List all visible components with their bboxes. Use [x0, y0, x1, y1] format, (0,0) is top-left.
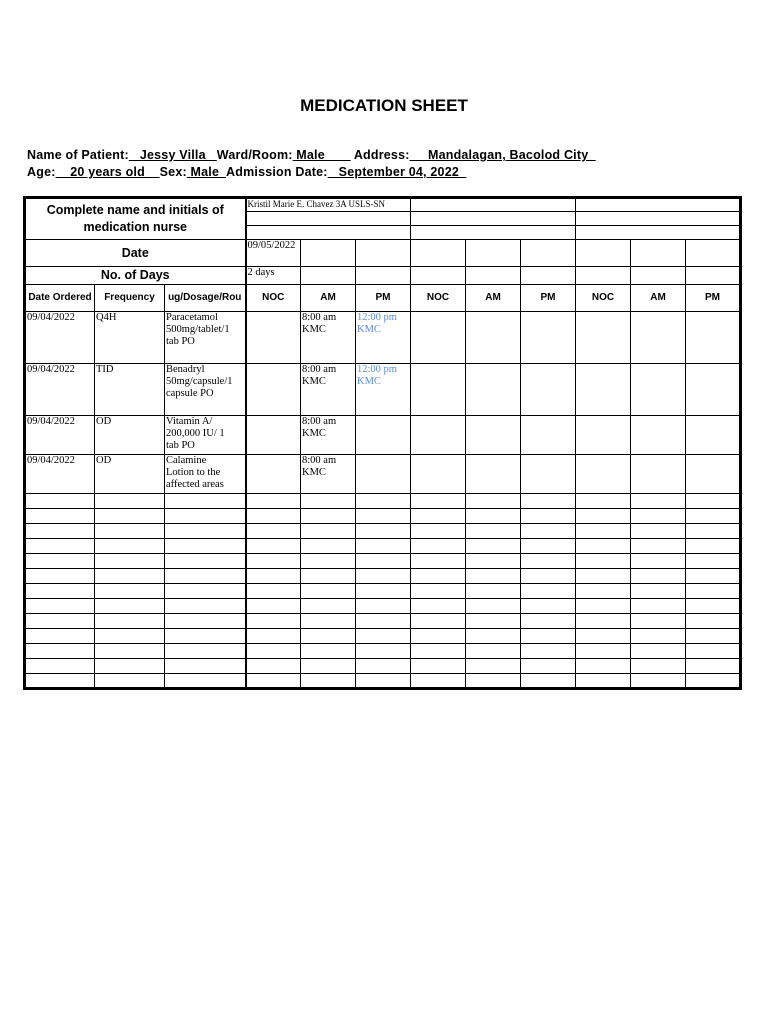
empty-cell	[301, 569, 356, 584]
empty-cell	[686, 494, 741, 509]
empty-cell	[165, 599, 246, 614]
empty-cell	[301, 554, 356, 569]
empty-cell	[521, 539, 576, 554]
empty-cell	[466, 584, 521, 599]
age-value: 20 years old	[55, 165, 160, 179]
empty-cell	[95, 509, 165, 524]
empty-cell	[356, 584, 411, 599]
row-drug: Benadryl 50mg/capsule/1 capsule PO	[165, 364, 246, 416]
empty-cell	[631, 674, 686, 689]
sex-label: Sex:	[159, 165, 187, 179]
empty-cell	[631, 629, 686, 644]
empty-cell	[466, 644, 521, 659]
empty-cell	[521, 554, 576, 569]
row-date-ordered: 09/04/2022	[25, 312, 95, 364]
empty-cell	[411, 554, 466, 569]
empty-cell	[95, 614, 165, 629]
row-pm: 12:00 pm KMC	[356, 312, 411, 364]
admission-label: Admission Date:	[226, 165, 328, 179]
empty-cell	[686, 644, 741, 659]
row-date-ordered: 09/04/2022	[25, 455, 95, 494]
empty-cell	[686, 364, 741, 416]
empty-cell	[631, 539, 686, 554]
empty-cell	[631, 599, 686, 614]
empty-cell	[246, 539, 301, 554]
empty-cell	[411, 416, 466, 455]
empty-row	[25, 509, 741, 524]
empty-cell	[246, 629, 301, 644]
empty-cell	[521, 584, 576, 599]
empty-cell	[411, 614, 466, 629]
empty-cell	[411, 599, 466, 614]
empty-cell	[301, 629, 356, 644]
empty-cell	[301, 524, 356, 539]
ward-value: Male	[292, 148, 351, 162]
empty-cell	[466, 554, 521, 569]
row-drug: Vitamin A/ 200,000 IU/ 1 tab PO	[165, 416, 246, 455]
row-noc	[246, 364, 301, 416]
empty-cell	[246, 569, 301, 584]
row-noc	[246, 312, 301, 364]
empty-cell	[301, 509, 356, 524]
empty-cell	[95, 644, 165, 659]
empty-cell	[25, 539, 95, 554]
empty-cell	[686, 509, 741, 524]
empty-row	[25, 554, 741, 569]
empty-cell	[466, 364, 521, 416]
empty-cell	[246, 674, 301, 689]
empty-cell	[686, 539, 741, 554]
empty-cell	[631, 524, 686, 539]
empty-cell	[521, 509, 576, 524]
empty-cell	[631, 509, 686, 524]
empty-cell	[356, 674, 411, 689]
empty-cell	[411, 569, 466, 584]
empty-cell	[411, 674, 466, 689]
empty-cell	[165, 539, 246, 554]
empty-cell	[686, 584, 741, 599]
empty-cell	[356, 509, 411, 524]
days-value: 2 days	[246, 267, 301, 285]
empty-cell	[686, 614, 741, 629]
empty-cell	[576, 659, 631, 674]
empty-cell	[466, 509, 521, 524]
admission-value: September 04, 2022	[327, 165, 467, 179]
empty-row	[25, 524, 741, 539]
empty-cell	[466, 416, 521, 455]
col-noc: NOC	[411, 285, 466, 312]
empty-cell	[411, 539, 466, 554]
empty-cell	[301, 584, 356, 599]
empty-cell	[356, 599, 411, 614]
empty-row	[25, 614, 741, 629]
empty-cell	[466, 674, 521, 689]
empty-cell	[521, 312, 576, 364]
empty-cell	[521, 416, 576, 455]
empty-cell	[301, 659, 356, 674]
medication-row	[25, 364, 741, 416]
empty-row	[25, 599, 741, 614]
row-am: 8:00 am KMC	[301, 416, 356, 455]
medication-row	[25, 312, 741, 364]
days-label: No. of Days	[25, 267, 246, 285]
empty-cell	[25, 629, 95, 644]
col-am: AM	[631, 285, 686, 312]
empty-cell	[686, 674, 741, 689]
empty-row	[25, 494, 741, 509]
row-frequency: Q4H	[95, 312, 165, 364]
empty-cell	[246, 614, 301, 629]
address-value: Mandalagan, Bacolod City	[409, 148, 596, 162]
empty-cell	[686, 455, 741, 494]
row-frequency: TID	[95, 364, 165, 416]
empty-cell	[686, 554, 741, 569]
col-date-ordered: Date Ordered	[25, 285, 95, 312]
empty-cell	[411, 524, 466, 539]
row-noc	[246, 416, 301, 455]
empty-cell	[165, 644, 246, 659]
empty-cell	[466, 494, 521, 509]
empty-cell	[466, 599, 521, 614]
empty-cell	[356, 614, 411, 629]
empty-cell	[686, 659, 741, 674]
empty-cell	[576, 524, 631, 539]
row-drug: Calamine Lotion to the affected areas	[165, 455, 246, 494]
empty-cell	[411, 509, 466, 524]
name-value: Jessy Villa	[128, 148, 217, 162]
empty-cell	[521, 569, 576, 584]
patient-info-line-2	[27, 165, 466, 179]
empty-cell	[576, 364, 631, 416]
col-drug: ug/Dosage/Rou	[165, 285, 246, 312]
date-label: Date	[25, 240, 246, 267]
row-frequency: OD	[95, 416, 165, 455]
empty-cell	[576, 644, 631, 659]
row-drug: Paracetamol 500mg/tablet/1 tab PO	[165, 312, 246, 364]
empty-cell	[25, 644, 95, 659]
empty-cell	[631, 554, 686, 569]
empty-cell	[576, 416, 631, 455]
empty-cell	[95, 674, 165, 689]
empty-cell	[25, 674, 95, 689]
empty-cell	[246, 554, 301, 569]
empty-cell	[576, 584, 631, 599]
empty-cell	[686, 416, 741, 455]
row-am: 8:00 am KMC	[301, 312, 356, 364]
col-pm: PM	[521, 285, 576, 312]
age-label: Age:	[27, 165, 56, 179]
empty-cell	[466, 455, 521, 494]
empty-cell	[686, 524, 741, 539]
empty-cell	[25, 554, 95, 569]
empty-cell	[25, 569, 95, 584]
empty-cell	[95, 539, 165, 554]
sex-value: Male	[186, 165, 227, 179]
empty-cell	[576, 494, 631, 509]
empty-cell	[25, 584, 95, 599]
empty-cell	[576, 312, 631, 364]
name-label: Name of Patient:	[27, 148, 129, 162]
empty-cell	[631, 659, 686, 674]
empty-cell	[411, 659, 466, 674]
empty-cell	[466, 614, 521, 629]
medication-row	[25, 416, 741, 455]
empty-cell	[165, 509, 246, 524]
empty-cell	[576, 455, 631, 494]
col-noc: NOC	[576, 285, 631, 312]
empty-cell	[246, 509, 301, 524]
empty-cell	[411, 494, 466, 509]
empty-cell	[25, 509, 95, 524]
empty-cell	[165, 494, 246, 509]
empty-cell	[301, 614, 356, 629]
empty-cell	[246, 644, 301, 659]
nurse-value: Kristil Marie E. Chavez 3A USLS-SN	[246, 198, 411, 212]
empty-cell	[466, 524, 521, 539]
empty-cell	[95, 629, 165, 644]
row-frequency: OD	[95, 455, 165, 494]
empty-cell	[576, 509, 631, 524]
empty-cell	[411, 629, 466, 644]
date-value: 09/05/2022	[246, 240, 301, 267]
empty-cell	[165, 569, 246, 584]
empty-cell	[95, 584, 165, 599]
row-am: 8:00 am KMC	[301, 455, 356, 494]
empty-cell	[356, 659, 411, 674]
empty-cell	[356, 554, 411, 569]
page-title: MEDICATION SHEET	[300, 96, 468, 115]
empty-cell	[356, 494, 411, 509]
row-pm	[356, 416, 411, 455]
empty-cell	[246, 584, 301, 599]
empty-cell	[466, 629, 521, 644]
empty-cell	[165, 614, 246, 629]
ward-label: Ward/Room:	[216, 148, 293, 162]
empty-cell	[521, 629, 576, 644]
empty-cell	[25, 494, 95, 509]
empty-cell	[466, 569, 521, 584]
empty-cell	[631, 569, 686, 584]
empty-cell	[521, 614, 576, 629]
empty-cell	[95, 554, 165, 569]
empty-cell	[25, 614, 95, 629]
empty-cell	[631, 364, 686, 416]
empty-cell	[576, 599, 631, 614]
empty-cell	[576, 554, 631, 569]
empty-cell	[521, 674, 576, 689]
empty-cell	[246, 494, 301, 509]
address-label: Address:	[350, 148, 410, 162]
empty-cell	[466, 659, 521, 674]
empty-cell	[631, 584, 686, 599]
empty-cell	[25, 599, 95, 614]
col-frequency: Frequency	[95, 285, 165, 312]
row-date-ordered: 09/04/2022	[25, 364, 95, 416]
empty-row	[25, 674, 741, 689]
empty-row	[25, 644, 741, 659]
empty-cell	[631, 312, 686, 364]
empty-cell	[246, 599, 301, 614]
empty-cell	[411, 455, 466, 494]
empty-cell	[411, 312, 466, 364]
row-pm: 12:00 pm KMC	[356, 364, 411, 416]
col-am: AM	[301, 285, 356, 312]
col-pm: PM	[356, 285, 411, 312]
empty-cell	[95, 599, 165, 614]
empty-cell	[576, 674, 631, 689]
empty-cell	[576, 614, 631, 629]
nurse-label: Complete name and initials of medication nurse	[25, 198, 246, 240]
empty-cell	[356, 524, 411, 539]
col-noc: NOC	[246, 285, 301, 312]
empty-cell	[411, 584, 466, 599]
row-pm	[356, 455, 411, 494]
empty-cell	[576, 569, 631, 584]
patient-info-line-1	[27, 148, 596, 162]
empty-cell	[25, 524, 95, 539]
empty-cell	[521, 644, 576, 659]
empty-cell	[246, 659, 301, 674]
empty-cell	[165, 584, 246, 599]
empty-cell	[631, 644, 686, 659]
empty-cell	[301, 539, 356, 554]
empty-cell	[301, 599, 356, 614]
empty-cell	[631, 494, 686, 509]
empty-cell	[686, 569, 741, 584]
row-am: 8:00 am KMC	[301, 364, 356, 416]
empty-cell	[246, 524, 301, 539]
empty-cell	[521, 524, 576, 539]
empty-cell	[165, 629, 246, 644]
empty-cell	[521, 494, 576, 509]
empty-cell	[95, 659, 165, 674]
medication-table	[23, 196, 742, 690]
empty-cell	[356, 644, 411, 659]
empty-row	[25, 629, 741, 644]
empty-cell	[686, 629, 741, 644]
empty-cell	[521, 659, 576, 674]
empty-row	[25, 659, 741, 674]
empty-cell	[95, 494, 165, 509]
empty-cell	[411, 364, 466, 416]
empty-cell	[631, 614, 686, 629]
empty-cell	[686, 599, 741, 614]
empty-row	[25, 569, 741, 584]
empty-cell	[466, 539, 521, 554]
empty-cell	[356, 539, 411, 554]
empty-cell	[301, 674, 356, 689]
empty-cell	[95, 569, 165, 584]
row-date-ordered: 09/04/2022	[25, 416, 95, 455]
empty-cell	[165, 659, 246, 674]
medication-row	[25, 455, 741, 494]
empty-cell	[576, 539, 631, 554]
empty-cell	[411, 644, 466, 659]
empty-cell	[521, 599, 576, 614]
empty-cell	[466, 312, 521, 364]
empty-cell	[25, 659, 95, 674]
empty-row	[25, 584, 741, 599]
empty-cell	[521, 455, 576, 494]
col-am: AM	[466, 285, 521, 312]
empty-cell	[301, 644, 356, 659]
empty-cell	[165, 674, 246, 689]
col-pm: PM	[686, 285, 741, 312]
empty-cell	[95, 524, 165, 539]
medication-table-body	[25, 198, 741, 689]
row-noc	[246, 455, 301, 494]
empty-cell	[356, 569, 411, 584]
empty-cell	[521, 364, 576, 416]
empty-cell	[356, 629, 411, 644]
empty-cell	[165, 554, 246, 569]
empty-cell	[631, 416, 686, 455]
empty-cell	[301, 494, 356, 509]
empty-cell	[576, 629, 631, 644]
empty-cell	[165, 524, 246, 539]
empty-cell	[686, 312, 741, 364]
empty-cell	[631, 455, 686, 494]
empty-row	[25, 539, 741, 554]
